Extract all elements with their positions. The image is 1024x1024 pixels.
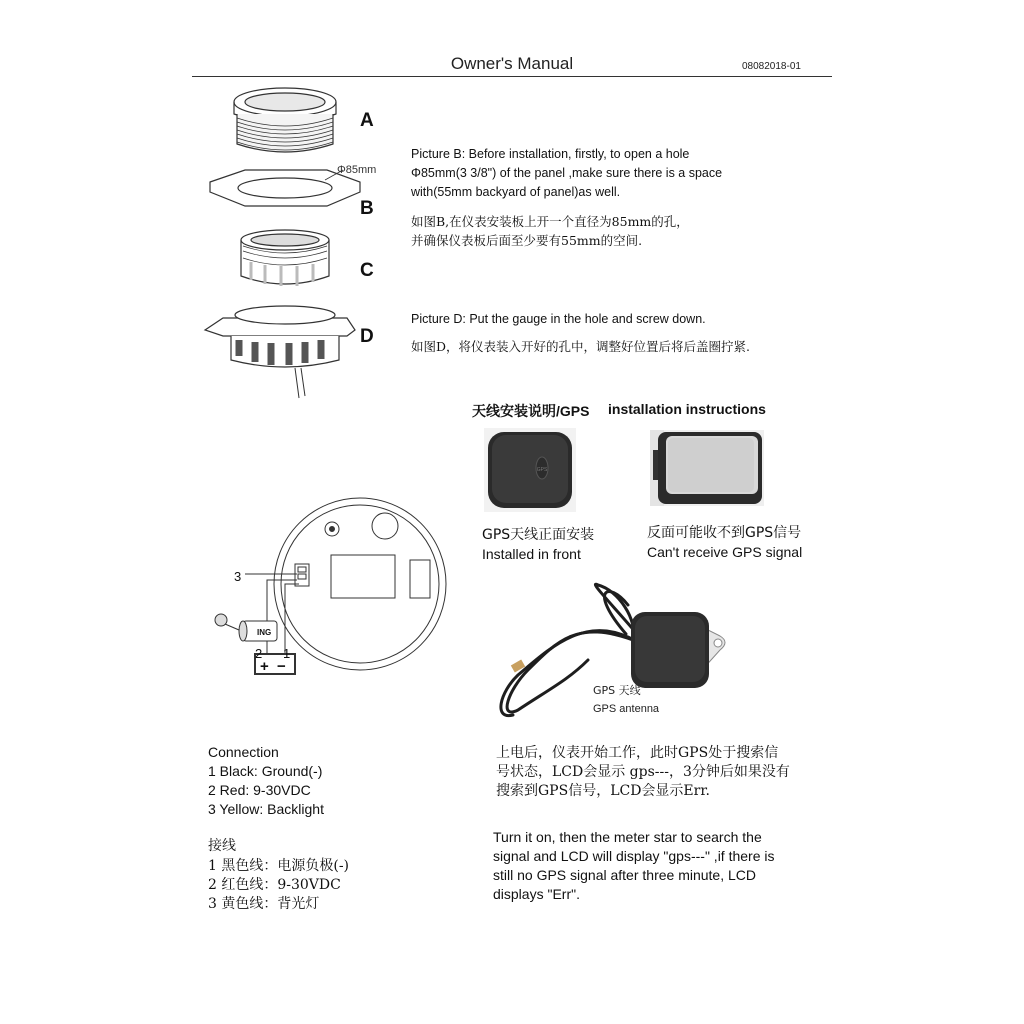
connection-red-en: 2 Red: 9-30VDC	[208, 782, 311, 798]
document-code: 08082018-01	[742, 61, 801, 72]
part-c-locking-ring	[241, 230, 329, 286]
battery-plus: +	[260, 658, 269, 675]
gps-back-caption-cn: 反面可能收不到GPS信号	[647, 525, 802, 541]
connection-title-en: Connection	[208, 744, 279, 760]
power-on-en-line4: displays "Err".	[493, 886, 580, 902]
wire-3-label: 3	[234, 569, 242, 584]
picture-d-cn: 如图D，将仪表装入开好的孔中，调整好位置后将后盖圈拧紧.	[411, 339, 750, 354]
part-a-gauge-bezel	[234, 88, 336, 152]
part-d-assembled-gauge	[205, 306, 355, 398]
picture-b-cn-line1: 如图B,在仪表安装板上开一个直径为85mm的孔，	[411, 214, 689, 229]
connection-red-cn: 2 红色线：9-30VDC	[208, 877, 341, 893]
power-on-cn-line3: 搜索到GPS信号，LCD会显示Err.	[496, 783, 710, 799]
page-title: Owner's Manual	[450, 54, 574, 73]
connection-yellow-cn: 3 黄色线：背光灯	[208, 896, 320, 912]
picture-d-en: Picture D: Put the gauge in the hole and screw down.	[411, 312, 706, 326]
wire-2-label: 2	[255, 646, 263, 661]
gps-front-caption-en: Installed in front	[482, 546, 581, 562]
picture-b-cn-line2: 并确保仪表板后面至少要有55mm的空间.	[411, 233, 643, 248]
label-c: C	[360, 260, 374, 281]
power-on-en-line3: still no GPS signal after three minute, LCD	[493, 867, 757, 883]
connection-title-cn: 接线	[208, 838, 236, 854]
antenna-caption-en: GPS antenna	[593, 703, 660, 715]
wire-1-label: 1	[283, 646, 291, 661]
battery-minus: −	[277, 658, 286, 675]
picture-b-en-line2: Φ85mm(3 3/8") of the panel ,make sure there is a space	[411, 166, 723, 180]
power-on-cn-line1: 上电后，仪表开始工作，此时GPS处于搜索信	[496, 745, 779, 761]
header-rule	[192, 76, 832, 77]
connection-black-en: 1 Black: Ground(-)	[208, 763, 323, 779]
gps-front-photo	[484, 428, 576, 512]
picture-b-en-line3: with(55mm backyard of panel)as well.	[411, 185, 621, 199]
picture-b-en-line1: Picture B: Before installation, firstly, to open a hole	[411, 147, 690, 161]
hole-label: Φ85mm	[337, 164, 377, 176]
wiring-diagram	[205, 488, 445, 688]
label-d: D	[360, 326, 374, 347]
gps-back-photo	[650, 430, 764, 506]
antenna-caption-cn: GPS 天线	[593, 684, 641, 697]
connection-black-cn: 1 黑色线：电源负极(-)	[208, 858, 350, 874]
power-on-cn-line2: 号状态，LCD会显示 gps---，3分钟后如果没有	[496, 764, 790, 780]
ignition-label: ING	[257, 628, 272, 637]
gps-heading-en: installation instructions	[608, 401, 766, 417]
label-a: A	[360, 110, 374, 131]
power-on-en-line2: signal and LCD will display "gps---" ,if there is	[493, 848, 775, 864]
gps-front-caption-cn: GPS天线正面安装	[482, 527, 595, 543]
puck-mark: GPS	[536, 467, 548, 473]
label-b: B	[360, 198, 374, 219]
installation-drawing	[195, 80, 377, 400]
connection-yellow-en: 3 Yellow: Backlight	[208, 801, 324, 817]
gps-heading-cn: 天线安装说明/GPS	[472, 403, 590, 419]
gps-back-caption-en: Can't receive GPS signal	[647, 544, 803, 560]
power-on-en-line1: Turn it on, then the meter star to search the	[493, 829, 762, 845]
